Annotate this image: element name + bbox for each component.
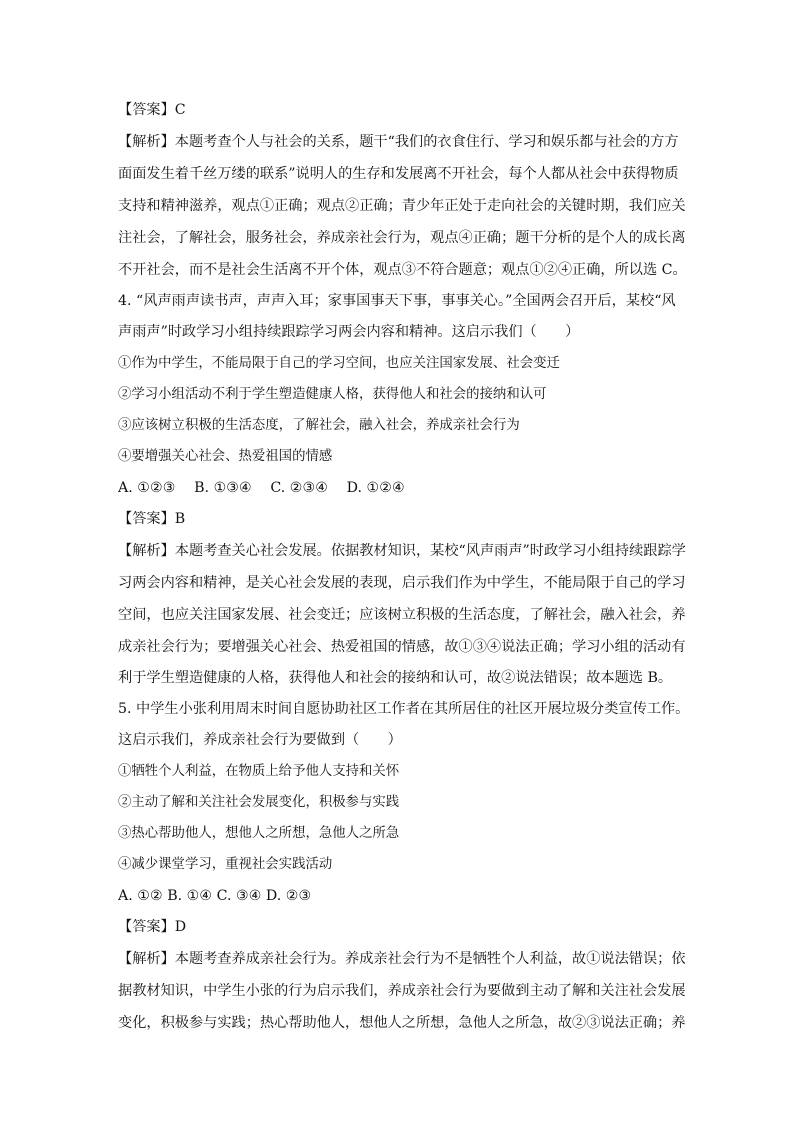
answer-label-q4: 【答案】B (118, 511, 186, 527)
analysis-line: 空间，也应关注国家发展、社会变迁；应该树立积极的生活态度，了解社会，融入社会，养 (118, 607, 686, 623)
analysis-line: 【解析】本题考查个人与社会的关系，题干“我们的衣食住行、学习和娱乐都与社会的方方 (118, 134, 679, 150)
question-4-statement: ②学习小组活动不利于学生塑造健康人格，获得他人和社会的接纳和认可 (118, 387, 547, 402)
question-4-stem: 声雨声”时政学习小组持续跟踪学习两会内容和精神。这启示我们（ ） (118, 324, 580, 340)
answer-label-q5: 【答案】D (118, 919, 187, 935)
question-5-statement: ③热心帮助他人，想他人之所想，急他人之所急 (118, 826, 400, 841)
question-5-stem: 5. 中学生小张利用周末时间自愿协助社区工作者在其所居住的社区开展垃圾分类宣传工作。 (118, 701, 690, 717)
analysis-line: 不开社会，而不是社会生活离不开个体，观点③不符合题意；观点①②④正确，所以选 C。 (118, 262, 687, 278)
question-5-statement: ②主动了解和关注社会发展变化，积极参与实践 (118, 795, 400, 810)
analysis-line: 习两会内容和精神，是关心社会发展的表现，启示我们作为中学生，不能局限于自己的学习 (118, 575, 686, 591)
answer-label-q3: 【答案】C (118, 102, 186, 118)
question-5-statement: ④减少课堂学习，重视社会实践活动 (118, 857, 333, 872)
question-4-choices: A. ①②③ B. ①③④ C. ②③④ D. ①②④ (118, 480, 405, 496)
question-5-stem: 这启示我们，养成亲社会行为要做到（ ） (118, 732, 402, 748)
question-4-statement: ④要增强关心社会、热爱祖国的情感 (118, 449, 333, 464)
analysis-line: 据教材知识，中学生小张的行为启示我们，养成亲社会行为要做到主动了解和关注社会发展 (118, 983, 686, 999)
question-4-statement: ③应该树立积极的生活态度，了解社会，融入社会，养成亲社会行为 (118, 418, 520, 433)
analysis-line: 变化，积极参与实践；热心帮助他人，想他人之所想，急他人之所急，故②③说法正确；养 (118, 1015, 686, 1031)
question-5-choices: A. ①② B. ①④ C. ③④ D. ②③ (118, 888, 312, 904)
question-4-stem: 4. “风声雨声读书声，声声入耳；家事国事天下事，事事关心。”全国两会召开后，某校“风 (118, 293, 676, 309)
analysis-line: 注社会，了解社会，服务社会，养成亲社会行为，观点④正确；题干分析的是个人的成长离 (118, 230, 686, 246)
analysis-line: 【解析】本题考查关心社会发展。依据教材知识，某校“风声雨声”时政学习小组持续跟踪学 (118, 543, 686, 559)
analysis-line: 【解析】本题考查养成亲社会行为。养成亲社会行为不是牺牲个人利益，故①说法错误；依 (118, 951, 686, 967)
question-4-statement: ①作为中学生，不能局限于自己的学习空间，也应关注国家发展、社会变迁 (118, 356, 560, 371)
analysis-line: 面面发生着千丝万缕的联系”说明人的生存和发展离不开社会，每个人都从社会中获得物质 (118, 166, 679, 182)
analysis-line: 成亲社会行为；要增强关心社会、热爱祖国的情感，故①③④说法正确；学习小组的活动有 (118, 639, 686, 655)
analysis-line: 支持和精神滋养，观点①正确；观点②正确；青少年正处于走向社会的关键时期，我们应关 (118, 198, 686, 214)
question-5-statement: ①牺牲个人利益，在物质上给予他人支持和关怀 (118, 764, 400, 779)
analysis-line: 利于学生塑造健康的人格，获得他人和社会的接纳和认可，故②说法错误；故本题选 B。 (118, 670, 673, 686)
